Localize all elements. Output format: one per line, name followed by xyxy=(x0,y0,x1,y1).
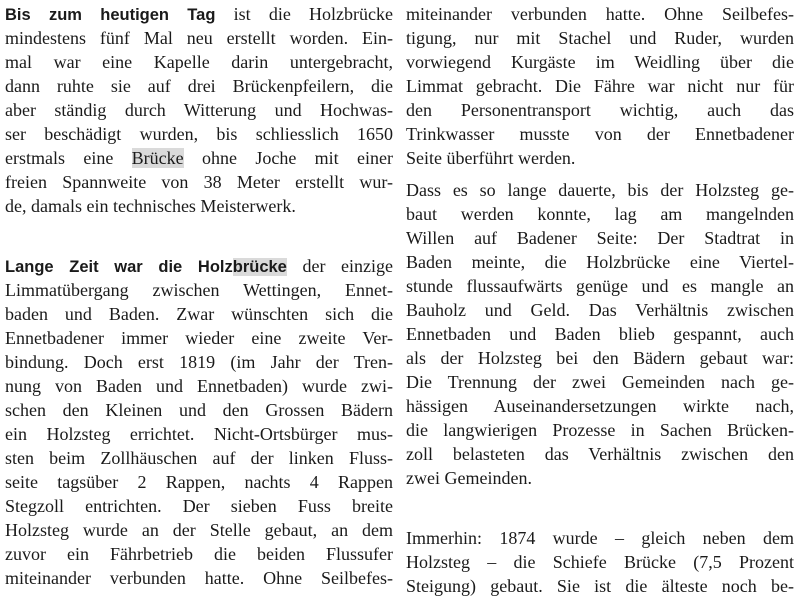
text-line: Limmat gebracht. Die Fähre war nicht nur für xyxy=(406,76,794,96)
text-line: de, damals ein technisches Meisterwerk. xyxy=(5,196,296,216)
text-line: nung von Baden und Ennetbaden) wurde zwi- xyxy=(5,376,393,396)
text-line: freien Spannweite von 38 Meter erstellt wur- xyxy=(5,172,393,192)
text-line: aber ständig durch Witterung und Hochwas- xyxy=(5,100,393,120)
text-line: vorwiegend Kurgäste im Weidling über die xyxy=(406,52,794,72)
text-line: zwei Gemeinden. xyxy=(406,468,532,488)
bold-lead: Lange Zeit war die Holzbrücke xyxy=(5,258,287,276)
text-line: miteinander verbunden hatte. Ohne Seilbefes- xyxy=(5,568,393,588)
text-line: Stegzoll entrichten. Der sieben Fuss breite xyxy=(5,496,393,516)
text-line: ser beschädigt wurden, bis schliesslich 1650 xyxy=(5,124,393,144)
text-line: stunde flussaufwärts genüge und es mangle an xyxy=(406,276,794,296)
text-line: den Personentransport wichtig, auch das xyxy=(406,100,794,120)
text-line: dann ruhte sie auf drei Brückenpfeilern, die xyxy=(5,76,393,96)
text-line: tigung, nur mit Stachel und Ruder, wurden xyxy=(406,28,794,48)
text-line: Baden meinte, die Holzbrücke eine Viertel- xyxy=(406,252,794,272)
text-line: Willen auf Badener Seite: Der Stadtrat in xyxy=(406,228,794,248)
text-line: bindung. Doch erst 1819 (im Jahr der Tren- xyxy=(5,352,393,372)
text-line: hässigen Auseinandersetzungen wirkte nach, xyxy=(406,396,794,416)
text-line: schen den Kleinen und den Grossen Bädern xyxy=(5,400,393,420)
text-line: als der Holzsteg bei den Bädern gebaut war: xyxy=(406,348,794,368)
text-line: baden und Baden. Zwar wünschten sich die xyxy=(5,304,393,324)
text-line: seite tagsüber 2 Rappen, nachts 4 Rappen xyxy=(5,472,393,492)
text-line: erstmals eine Brücke ohne Joche mit einer xyxy=(5,148,394,168)
text-line: ein Holzsteg errichtet. Nicht-Ortsbürger mus- xyxy=(5,424,393,444)
bold-lead: Bis zum heutigen Tag xyxy=(5,6,216,24)
text-line: Ennetbadener immer wieder eine zweite Ver- xyxy=(5,328,393,348)
text-line: miteinander verbunden hatte. Ohne Seilbefes- xyxy=(406,4,794,24)
text-line: Dass es so lange dauerte, bis der Holzsteg ge- xyxy=(406,180,794,200)
text-line: Ennetbaden und Baden blieb gespannt, auch xyxy=(406,324,794,344)
text-line: zuvor ein Fährbetrieb die beiden Flussufer xyxy=(5,544,393,564)
text-line: die langwierigen Prozesse in Sachen Brücken- xyxy=(406,420,794,440)
text-line: zoll belasteten das Verhältnis zwischen den xyxy=(406,444,794,464)
text-line: mindestens fünf Mal neu erstellt worden. Ein- xyxy=(5,28,393,48)
text-line: baut werden konnte, lag am mangelnden xyxy=(406,204,794,224)
text-line: Steigung) gebaut. Sie ist die älteste noch be- xyxy=(406,576,794,596)
text-line: Bauholz und Geld. Das Verhältnis zwischen xyxy=(406,300,794,320)
text-line: mal war eine Kapelle darin untergebracht, xyxy=(5,52,393,72)
search-highlight: brücke xyxy=(232,258,287,276)
text-line: Lange Zeit war die Holzbrücke der einzige xyxy=(5,256,393,276)
text-line: sten beim Zollhäuschen auf der linken Fluss- xyxy=(5,448,393,468)
text-line: Die Trennung der zwei Gemeinden nach ge- xyxy=(406,372,794,392)
text-line: Seite überführt werden. xyxy=(406,148,576,168)
text-line: Limmatübergang zwischen Wettingen, Ennet- xyxy=(5,280,393,300)
text-line: Holzsteg wurde an der Stelle gebaut, an dem xyxy=(5,520,393,540)
text-line: Immerhin: 1874 wurde – gleich neben dem xyxy=(406,528,794,548)
text-line: Trinkwasser musste von der Ennetbadener xyxy=(406,124,794,144)
text-line: Holzsteg – die Schiefe Brücke (7,5 Prozent xyxy=(406,552,794,572)
search-highlight: Brücke xyxy=(131,148,184,168)
text-line: Bis zum heutigen Tag ist die Holzbrücke xyxy=(5,4,393,24)
